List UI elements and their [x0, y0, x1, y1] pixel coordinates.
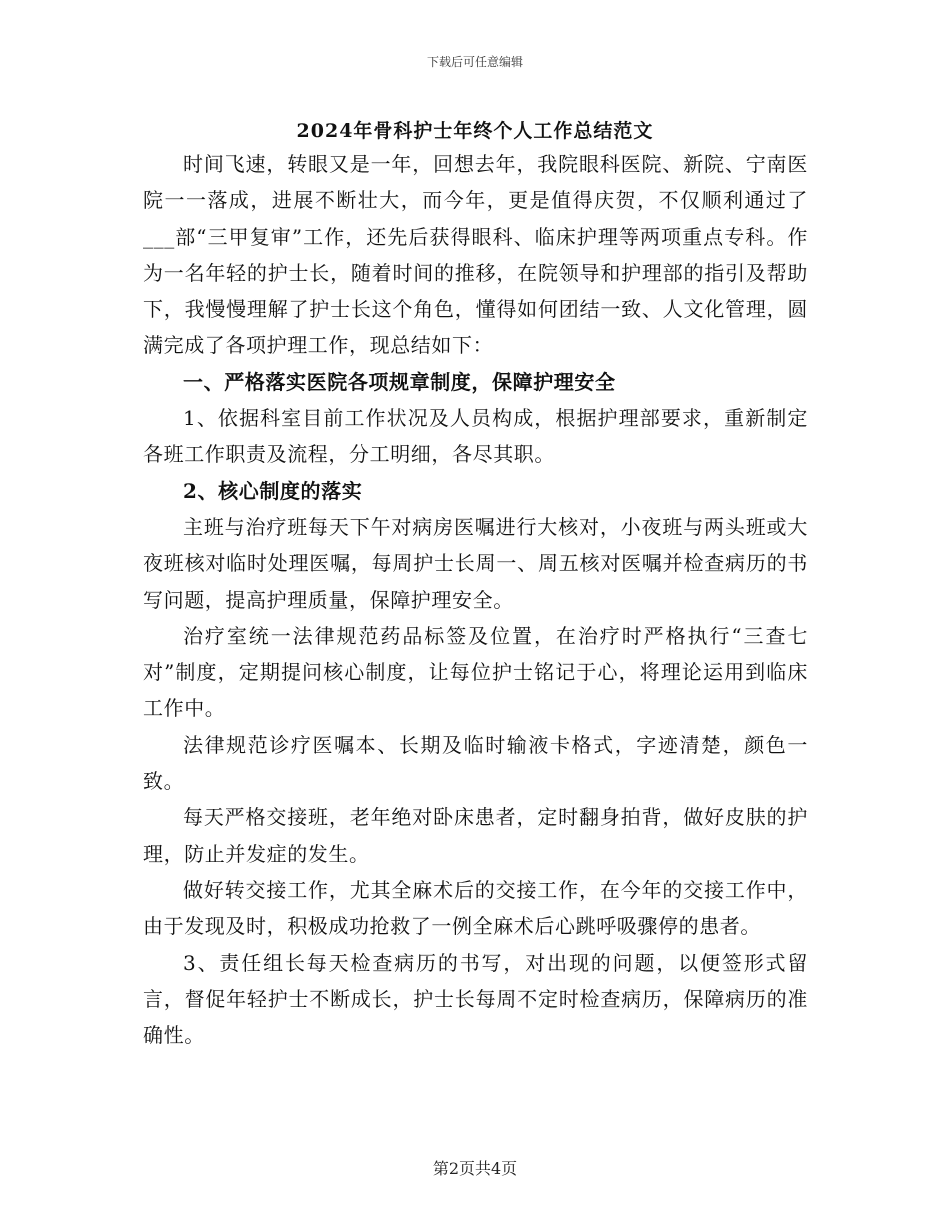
- paragraph-shift-handover: 每天严格交接班，老年绝对卧床患者，定时翻身拍背，做好皮肤的护理，防止并发症的发生。: [143, 805, 808, 866]
- section-heading-2: 2、核心制度的落实: [183, 478, 363, 503]
- section-heading-1: 一、严格落实医院各项规章制度，保障护理安全: [183, 369, 616, 394]
- page-number: 第2页共4页: [432, 1159, 518, 1178]
- document-body: [143, 146, 808, 1053]
- paragraph-verification: 主班与治疗班每天下午对病房医嘱进行大核对，小夜班与两头班或大夜班核对临时处理医嘱，每周护士长周一、周五核对医嘱并检查病历的书写问题，提高护理质量，保障护理安全。: [143, 514, 808, 612]
- paragraph-records-format: 法律规范诊疗医嘱本、长期及临时输液卡格式，字迹清楚，颜色一致。: [143, 732, 808, 794]
- header-note: 下载后可任意编辑: [426, 55, 523, 69]
- document-title: 2024年骨科护士年终个人工作总结范文: [296, 120, 654, 142]
- paragraph-intro: 时间飞速，转眼又是一年，回想去年，我院眼科医院、新院、宁南医院一一落成，进展不断壮大，而今年，更是值得庆贺，不仅顺利通过了___部“三甲复审”工作，还先后获得眼科、临床护理等两项重点专科。作为一名年轻的护士长，随着时间的推移，在院领导和护理部的指引及帮助下，我慢慢理解了护士长这个角色，懂得如何团结一致、人文化管理，圆满完成了各项护理工作，现总结如下：: [143, 152, 808, 358]
- paragraph-transfer-handover: 做好转交接工作，尤其全麻术后的交接工作，在今年的交接工作中，由于发现及时，积极成功抢救了一例全麻术后心跳呼吸骤停的患者。: [143, 877, 808, 939]
- paragraph-item-3: 3、责任组长每天检查病历的书写，对出现的问题，以便签形式留言，督促年轻护士不断成长，护士长每周不定时检查病历，保障病历的准确性。: [143, 950, 808, 1048]
- paragraph-item-1: 1、依据科室目前工作状况及人员构成，根据护理部要求，重新制定各班工作职责及流程，分工明细，各尽其职。: [143, 406, 808, 467]
- paragraph-treatment-room: 治疗室统一法律规范药品标签及位置，在治疗时严格执行“三查七对”制度，定期提问核心制度，让每位护士铭记于心，将理论运用到临床工作中。: [143, 623, 808, 721]
